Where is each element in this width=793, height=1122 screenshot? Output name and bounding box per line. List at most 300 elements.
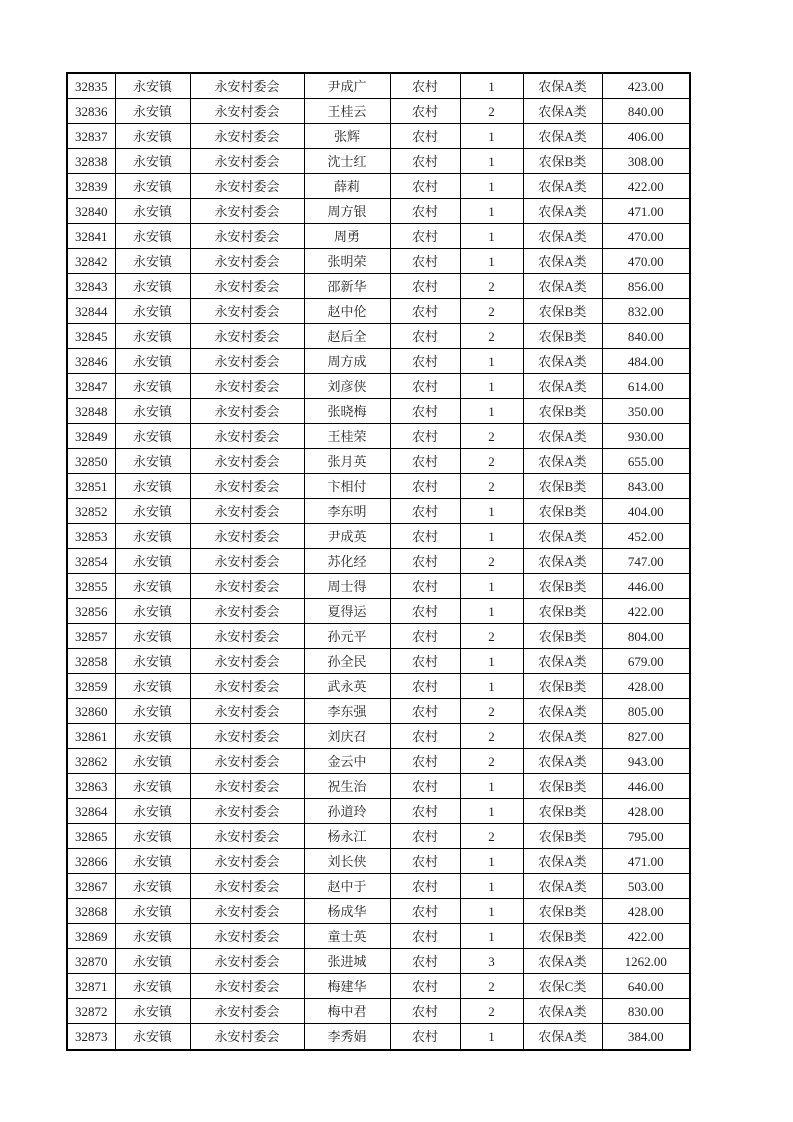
cell-residence-type: 农村 — [390, 424, 460, 449]
cell-person-name: 苏化经 — [304, 549, 390, 574]
cell-town: 永安镇 — [115, 574, 190, 599]
cell-person-count: 2 — [460, 724, 523, 749]
cell-amount: 406.00 — [602, 124, 690, 149]
table-row — [67, 99, 690, 124]
cell-person-count: 2 — [460, 749, 523, 774]
cell-residence-type: 农村 — [390, 474, 460, 499]
cell-person-count: 2 — [460, 999, 523, 1024]
table-row — [67, 624, 690, 649]
cell-person-count: 2 — [460, 699, 523, 724]
cell-village-committee: 永安村委会 — [190, 499, 304, 524]
table-row — [67, 524, 690, 549]
cell-residence-type: 农村 — [390, 174, 460, 199]
cell-record-id: 32856 — [67, 599, 115, 624]
cell-village-committee: 永安村委会 — [190, 974, 304, 999]
cell-insurance-category: 农保A类 — [523, 749, 602, 774]
cell-record-id: 32857 — [67, 624, 115, 649]
cell-residence-type: 农村 — [390, 499, 460, 524]
table-row — [67, 73, 690, 99]
cell-person-count: 2 — [460, 474, 523, 499]
cell-amount: 827.00 — [602, 724, 690, 749]
cell-person-count: 1 — [460, 924, 523, 949]
cell-record-id: 32867 — [67, 874, 115, 899]
cell-village-committee: 永安村委会 — [190, 73, 304, 99]
table-row — [67, 124, 690, 149]
table-row — [67, 699, 690, 724]
cell-town: 永安镇 — [115, 924, 190, 949]
cell-insurance-category: 农保A类 — [523, 699, 602, 724]
cell-person-count: 2 — [460, 974, 523, 999]
cell-person-count: 1 — [460, 349, 523, 374]
cell-person-name: 祝生治 — [304, 774, 390, 799]
cell-person-count: 1 — [460, 774, 523, 799]
cell-residence-type: 农村 — [390, 824, 460, 849]
cell-insurance-category: 农保B类 — [523, 599, 602, 624]
cell-amount: 840.00 — [602, 99, 690, 124]
cell-record-id: 32835 — [67, 73, 115, 99]
cell-town: 永安镇 — [115, 699, 190, 724]
table-row — [67, 899, 690, 924]
table-row — [67, 424, 690, 449]
table-row — [67, 949, 690, 974]
cell-person-count: 1 — [460, 124, 523, 149]
cell-insurance-category: 农保B类 — [523, 674, 602, 699]
cell-person-count: 1 — [460, 499, 523, 524]
cell-person-count: 2 — [460, 824, 523, 849]
cell-village-committee: 永安村委会 — [190, 899, 304, 924]
table-row — [67, 999, 690, 1024]
cell-residence-type: 农村 — [390, 874, 460, 899]
cell-residence-type: 农村 — [390, 624, 460, 649]
cell-village-committee: 永安村委会 — [190, 874, 304, 899]
cell-person-count: 1 — [460, 149, 523, 174]
cell-person-count: 2 — [460, 624, 523, 649]
cell-village-committee: 永安村委会 — [190, 1024, 304, 1050]
cell-insurance-category: 农保A类 — [523, 424, 602, 449]
cell-person-name: 周士得 — [304, 574, 390, 599]
cell-town: 永安镇 — [115, 724, 190, 749]
cell-person-name: 金云中 — [304, 749, 390, 774]
cell-amount: 470.00 — [602, 224, 690, 249]
cell-insurance-category: 农保A类 — [523, 724, 602, 749]
cell-record-id: 32864 — [67, 799, 115, 824]
cell-village-committee: 永安村委会 — [190, 174, 304, 199]
cell-person-count: 1 — [460, 649, 523, 674]
cell-village-committee: 永安村委会 — [190, 549, 304, 574]
cell-amount: 930.00 — [602, 424, 690, 449]
cell-amount: 470.00 — [602, 249, 690, 274]
cell-record-id: 32839 — [67, 174, 115, 199]
cell-town: 永安镇 — [115, 949, 190, 974]
cell-record-id: 32854 — [67, 549, 115, 574]
table-row — [67, 249, 690, 274]
cell-village-committee: 永安村委会 — [190, 99, 304, 124]
cell-amount: 350.00 — [602, 399, 690, 424]
cell-amount: 471.00 — [602, 199, 690, 224]
cell-person-name: 刘彦侠 — [304, 374, 390, 399]
table-row — [67, 649, 690, 674]
cell-amount: 428.00 — [602, 674, 690, 699]
cell-amount: 446.00 — [602, 574, 690, 599]
table-row — [67, 974, 690, 999]
cell-record-id: 32844 — [67, 299, 115, 324]
cell-amount: 804.00 — [602, 624, 690, 649]
table-row — [67, 374, 690, 399]
cell-amount: 428.00 — [602, 799, 690, 824]
cell-person-name: 李秀娟 — [304, 1024, 390, 1050]
cell-person-name: 张明荣 — [304, 249, 390, 274]
cell-person-count: 1 — [460, 399, 523, 424]
cell-town: 永安镇 — [115, 1024, 190, 1050]
cell-residence-type: 农村 — [390, 549, 460, 574]
cell-village-committee: 永安村委会 — [190, 274, 304, 299]
cell-village-committee: 永安村委会 — [190, 424, 304, 449]
cell-record-id: 32850 — [67, 449, 115, 474]
cell-town: 永安镇 — [115, 899, 190, 924]
table-row — [67, 574, 690, 599]
cell-insurance-category: 农保C类 — [523, 974, 602, 999]
cell-village-committee: 永安村委会 — [190, 124, 304, 149]
cell-village-committee: 永安村委会 — [190, 199, 304, 224]
cell-village-committee: 永安村委会 — [190, 299, 304, 324]
cell-person-name: 薛莉 — [304, 174, 390, 199]
cell-village-committee: 永安村委会 — [190, 924, 304, 949]
cell-record-id: 32855 — [67, 574, 115, 599]
cell-person-count: 1 — [460, 899, 523, 924]
cell-amount: 1262.00 — [602, 949, 690, 974]
cell-insurance-category: 农保B类 — [523, 324, 602, 349]
cell-person-count: 2 — [460, 274, 523, 299]
cell-person-name: 李东明 — [304, 499, 390, 524]
cell-person-count: 1 — [460, 849, 523, 874]
cell-amount: 404.00 — [602, 499, 690, 524]
cell-town: 永安镇 — [115, 824, 190, 849]
cell-insurance-category: 农保B类 — [523, 899, 602, 924]
cell-amount: 452.00 — [602, 524, 690, 549]
cell-record-id: 32851 — [67, 474, 115, 499]
cell-record-id: 32843 — [67, 274, 115, 299]
cell-residence-type: 农村 — [390, 574, 460, 599]
cell-person-name: 王桂荣 — [304, 424, 390, 449]
cell-person-count: 2 — [460, 324, 523, 349]
cell-residence-type: 农村 — [390, 399, 460, 424]
cell-town: 永安镇 — [115, 99, 190, 124]
cell-residence-type: 农村 — [390, 524, 460, 549]
cell-insurance-category: 农保A类 — [523, 874, 602, 899]
cell-person-name: 童士英 — [304, 924, 390, 949]
cell-person-count: 1 — [460, 224, 523, 249]
cell-town: 永安镇 — [115, 474, 190, 499]
table-row — [67, 924, 690, 949]
cell-person-name: 周方成 — [304, 349, 390, 374]
cell-insurance-category: 农保A类 — [523, 1024, 602, 1050]
cell-record-id: 32840 — [67, 199, 115, 224]
cell-record-id: 32842 — [67, 249, 115, 274]
cell-record-id: 32846 — [67, 349, 115, 374]
cell-record-id: 32870 — [67, 949, 115, 974]
cell-person-count: 1 — [460, 249, 523, 274]
cell-town: 永安镇 — [115, 73, 190, 99]
cell-insurance-category: 农保B类 — [523, 299, 602, 324]
cell-amount: 422.00 — [602, 174, 690, 199]
cell-insurance-category: 农保A类 — [523, 174, 602, 199]
table-row — [67, 399, 690, 424]
cell-person-name: 赵中于 — [304, 874, 390, 899]
cell-person-count: 1 — [460, 174, 523, 199]
cell-person-count: 2 — [460, 549, 523, 574]
cell-person-name: 武永英 — [304, 674, 390, 699]
cell-town: 永安镇 — [115, 299, 190, 324]
cell-person-count: 1 — [460, 874, 523, 899]
cell-amount: 384.00 — [602, 1024, 690, 1050]
cell-town: 永安镇 — [115, 674, 190, 699]
cell-residence-type: 农村 — [390, 599, 460, 624]
cell-amount: 679.00 — [602, 649, 690, 674]
cell-village-committee: 永安村委会 — [190, 774, 304, 799]
cell-person-name: 张月英 — [304, 449, 390, 474]
cell-town: 永安镇 — [115, 999, 190, 1024]
cell-person-count: 2 — [460, 99, 523, 124]
cell-village-committee: 永安村委会 — [190, 849, 304, 874]
cell-record-id: 32837 — [67, 124, 115, 149]
cell-record-id: 32863 — [67, 774, 115, 799]
cell-town: 永安镇 — [115, 799, 190, 824]
cell-town: 永安镇 — [115, 374, 190, 399]
cell-amount: 840.00 — [602, 324, 690, 349]
cell-village-committee: 永安村委会 — [190, 674, 304, 699]
cell-residence-type: 农村 — [390, 274, 460, 299]
cell-insurance-category: 农保A类 — [523, 849, 602, 874]
cell-person-name: 梅建华 — [304, 974, 390, 999]
cell-insurance-category: 农保A类 — [523, 73, 602, 99]
cell-insurance-category: 农保A类 — [523, 549, 602, 574]
cell-record-id: 32872 — [67, 999, 115, 1024]
table-row — [67, 824, 690, 849]
cell-village-committee: 永安村委会 — [190, 624, 304, 649]
cell-person-count: 1 — [460, 1024, 523, 1050]
cell-person-name: 周勇 — [304, 224, 390, 249]
table-row — [67, 499, 690, 524]
table-row — [67, 349, 690, 374]
cell-insurance-category: 农保B类 — [523, 149, 602, 174]
table-row — [67, 149, 690, 174]
cell-person-count: 3 — [460, 949, 523, 974]
cell-insurance-category: 农保B类 — [523, 624, 602, 649]
cell-record-id: 32871 — [67, 974, 115, 999]
cell-record-id: 32869 — [67, 924, 115, 949]
table-row — [67, 799, 690, 824]
cell-person-name: 张晓梅 — [304, 399, 390, 424]
cell-record-id: 32866 — [67, 849, 115, 874]
cell-village-committee: 永安村委会 — [190, 224, 304, 249]
cell-residence-type: 农村 — [390, 349, 460, 374]
cell-village-committee: 永安村委会 — [190, 749, 304, 774]
cell-town: 永安镇 — [115, 349, 190, 374]
cell-residence-type: 农村 — [390, 99, 460, 124]
cell-record-id: 32852 — [67, 499, 115, 524]
cell-person-name: 赵后全 — [304, 324, 390, 349]
cell-person-name: 梅中君 — [304, 999, 390, 1024]
cell-town: 永安镇 — [115, 849, 190, 874]
cell-person-count: 2 — [460, 424, 523, 449]
cell-residence-type: 农村 — [390, 199, 460, 224]
cell-person-name: 卞相付 — [304, 474, 390, 499]
cell-village-committee: 永安村委会 — [190, 399, 304, 424]
cell-record-id: 32873 — [67, 1024, 115, 1050]
cell-person-name: 尹成英 — [304, 524, 390, 549]
cell-residence-type: 农村 — [390, 924, 460, 949]
cell-amount: 422.00 — [602, 924, 690, 949]
cell-residence-type: 农村 — [390, 249, 460, 274]
cell-village-committee: 永安村委会 — [190, 649, 304, 674]
table-row — [67, 549, 690, 574]
cell-village-committee: 永安村委会 — [190, 524, 304, 549]
cell-village-committee: 永安村委会 — [190, 449, 304, 474]
cell-residence-type: 农村 — [390, 724, 460, 749]
cell-village-committee: 永安村委会 — [190, 574, 304, 599]
table-row — [67, 449, 690, 474]
cell-residence-type: 农村 — [390, 674, 460, 699]
cell-record-id: 32836 — [67, 99, 115, 124]
cell-town: 永安镇 — [115, 149, 190, 174]
cell-amount: 830.00 — [602, 999, 690, 1024]
cell-person-name: 王桂云 — [304, 99, 390, 124]
pension-table — [66, 72, 691, 1051]
cell-residence-type: 农村 — [390, 149, 460, 174]
cell-insurance-category: 农保A类 — [523, 199, 602, 224]
cell-record-id: 32862 — [67, 749, 115, 774]
cell-amount: 795.00 — [602, 824, 690, 849]
cell-village-committee: 永安村委会 — [190, 324, 304, 349]
table-row — [67, 474, 690, 499]
cell-town: 永安镇 — [115, 499, 190, 524]
cell-amount: 640.00 — [602, 974, 690, 999]
cell-town: 永安镇 — [115, 399, 190, 424]
cell-residence-type: 农村 — [390, 999, 460, 1024]
cell-residence-type: 农村 — [390, 224, 460, 249]
cell-insurance-category: 农保A类 — [523, 524, 602, 549]
cell-town: 永安镇 — [115, 649, 190, 674]
cell-record-id: 32861 — [67, 724, 115, 749]
cell-town: 永安镇 — [115, 274, 190, 299]
cell-amount: 484.00 — [602, 349, 690, 374]
cell-residence-type: 农村 — [390, 774, 460, 799]
cell-village-committee: 永安村委会 — [190, 149, 304, 174]
cell-village-committee: 永安村委会 — [190, 474, 304, 499]
cell-insurance-category: 农保B类 — [523, 399, 602, 424]
cell-insurance-category: 农保A类 — [523, 949, 602, 974]
cell-insurance-category: 农保B类 — [523, 924, 602, 949]
cell-person-name: 孙元平 — [304, 624, 390, 649]
cell-town: 永安镇 — [115, 974, 190, 999]
cell-town: 永安镇 — [115, 224, 190, 249]
cell-insurance-category: 农保A类 — [523, 99, 602, 124]
cell-insurance-category: 农保A类 — [523, 374, 602, 399]
cell-insurance-category: 农保B类 — [523, 499, 602, 524]
cell-town: 永安镇 — [115, 624, 190, 649]
table-row — [67, 849, 690, 874]
cell-person-name: 张辉 — [304, 124, 390, 149]
cell-record-id: 32853 — [67, 524, 115, 549]
cell-insurance-category: 农保A类 — [523, 124, 602, 149]
cell-residence-type: 农村 — [390, 299, 460, 324]
cell-person-count: 1 — [460, 799, 523, 824]
cell-residence-type: 农村 — [390, 899, 460, 924]
cell-residence-type: 农村 — [390, 949, 460, 974]
cell-residence-type: 农村 — [390, 799, 460, 824]
cell-person-name: 刘长侠 — [304, 849, 390, 874]
table-row — [67, 749, 690, 774]
cell-record-id: 32865 — [67, 824, 115, 849]
table-row — [67, 324, 690, 349]
cell-village-committee: 永安村委会 — [190, 724, 304, 749]
cell-person-name: 杨成华 — [304, 899, 390, 924]
cell-residence-type: 农村 — [390, 449, 460, 474]
cell-amount: 308.00 — [602, 149, 690, 174]
cell-person-name: 孙道玲 — [304, 799, 390, 824]
cell-town: 永安镇 — [115, 549, 190, 574]
cell-insurance-category: 农保A类 — [523, 349, 602, 374]
cell-town: 永安镇 — [115, 324, 190, 349]
cell-town: 永安镇 — [115, 874, 190, 899]
cell-amount: 503.00 — [602, 874, 690, 899]
table-row — [67, 174, 690, 199]
cell-record-id: 32868 — [67, 899, 115, 924]
cell-town: 永安镇 — [115, 249, 190, 274]
cell-person-name: 张进城 — [304, 949, 390, 974]
cell-record-id: 32847 — [67, 374, 115, 399]
cell-town: 永安镇 — [115, 174, 190, 199]
cell-residence-type: 农村 — [390, 324, 460, 349]
cell-village-committee: 永安村委会 — [190, 249, 304, 274]
cell-residence-type: 农村 — [390, 649, 460, 674]
cell-town: 永安镇 — [115, 124, 190, 149]
cell-record-id: 32849 — [67, 424, 115, 449]
cell-person-name: 孙全民 — [304, 649, 390, 674]
cell-amount: 747.00 — [602, 549, 690, 574]
cell-record-id: 32845 — [67, 324, 115, 349]
table-body — [67, 73, 690, 1050]
cell-person-count: 1 — [460, 199, 523, 224]
cell-person-count: 1 — [460, 599, 523, 624]
cell-residence-type: 农村 — [390, 124, 460, 149]
cell-person-name: 赵中伦 — [304, 299, 390, 324]
cell-town: 永安镇 — [115, 774, 190, 799]
cell-amount: 805.00 — [602, 699, 690, 724]
cell-person-name: 尹成广 — [304, 73, 390, 99]
cell-amount: 428.00 — [602, 899, 690, 924]
table-row — [67, 774, 690, 799]
table-row — [67, 674, 690, 699]
cell-amount: 856.00 — [602, 274, 690, 299]
cell-amount: 471.00 — [602, 849, 690, 874]
table-row — [67, 224, 690, 249]
cell-insurance-category: 农保B类 — [523, 774, 602, 799]
cell-person-name: 沈士红 — [304, 149, 390, 174]
cell-amount: 422.00 — [602, 599, 690, 624]
cell-record-id: 32841 — [67, 224, 115, 249]
cell-person-name: 夏得运 — [304, 599, 390, 624]
cell-residence-type: 农村 — [390, 1024, 460, 1050]
cell-person-count: 2 — [460, 449, 523, 474]
cell-record-id: 32859 — [67, 674, 115, 699]
cell-person-name: 周方银 — [304, 199, 390, 224]
cell-village-committee: 永安村委会 — [190, 799, 304, 824]
cell-insurance-category: 农保A类 — [523, 224, 602, 249]
cell-amount: 655.00 — [602, 449, 690, 474]
cell-person-count: 1 — [460, 574, 523, 599]
cell-amount: 446.00 — [602, 774, 690, 799]
